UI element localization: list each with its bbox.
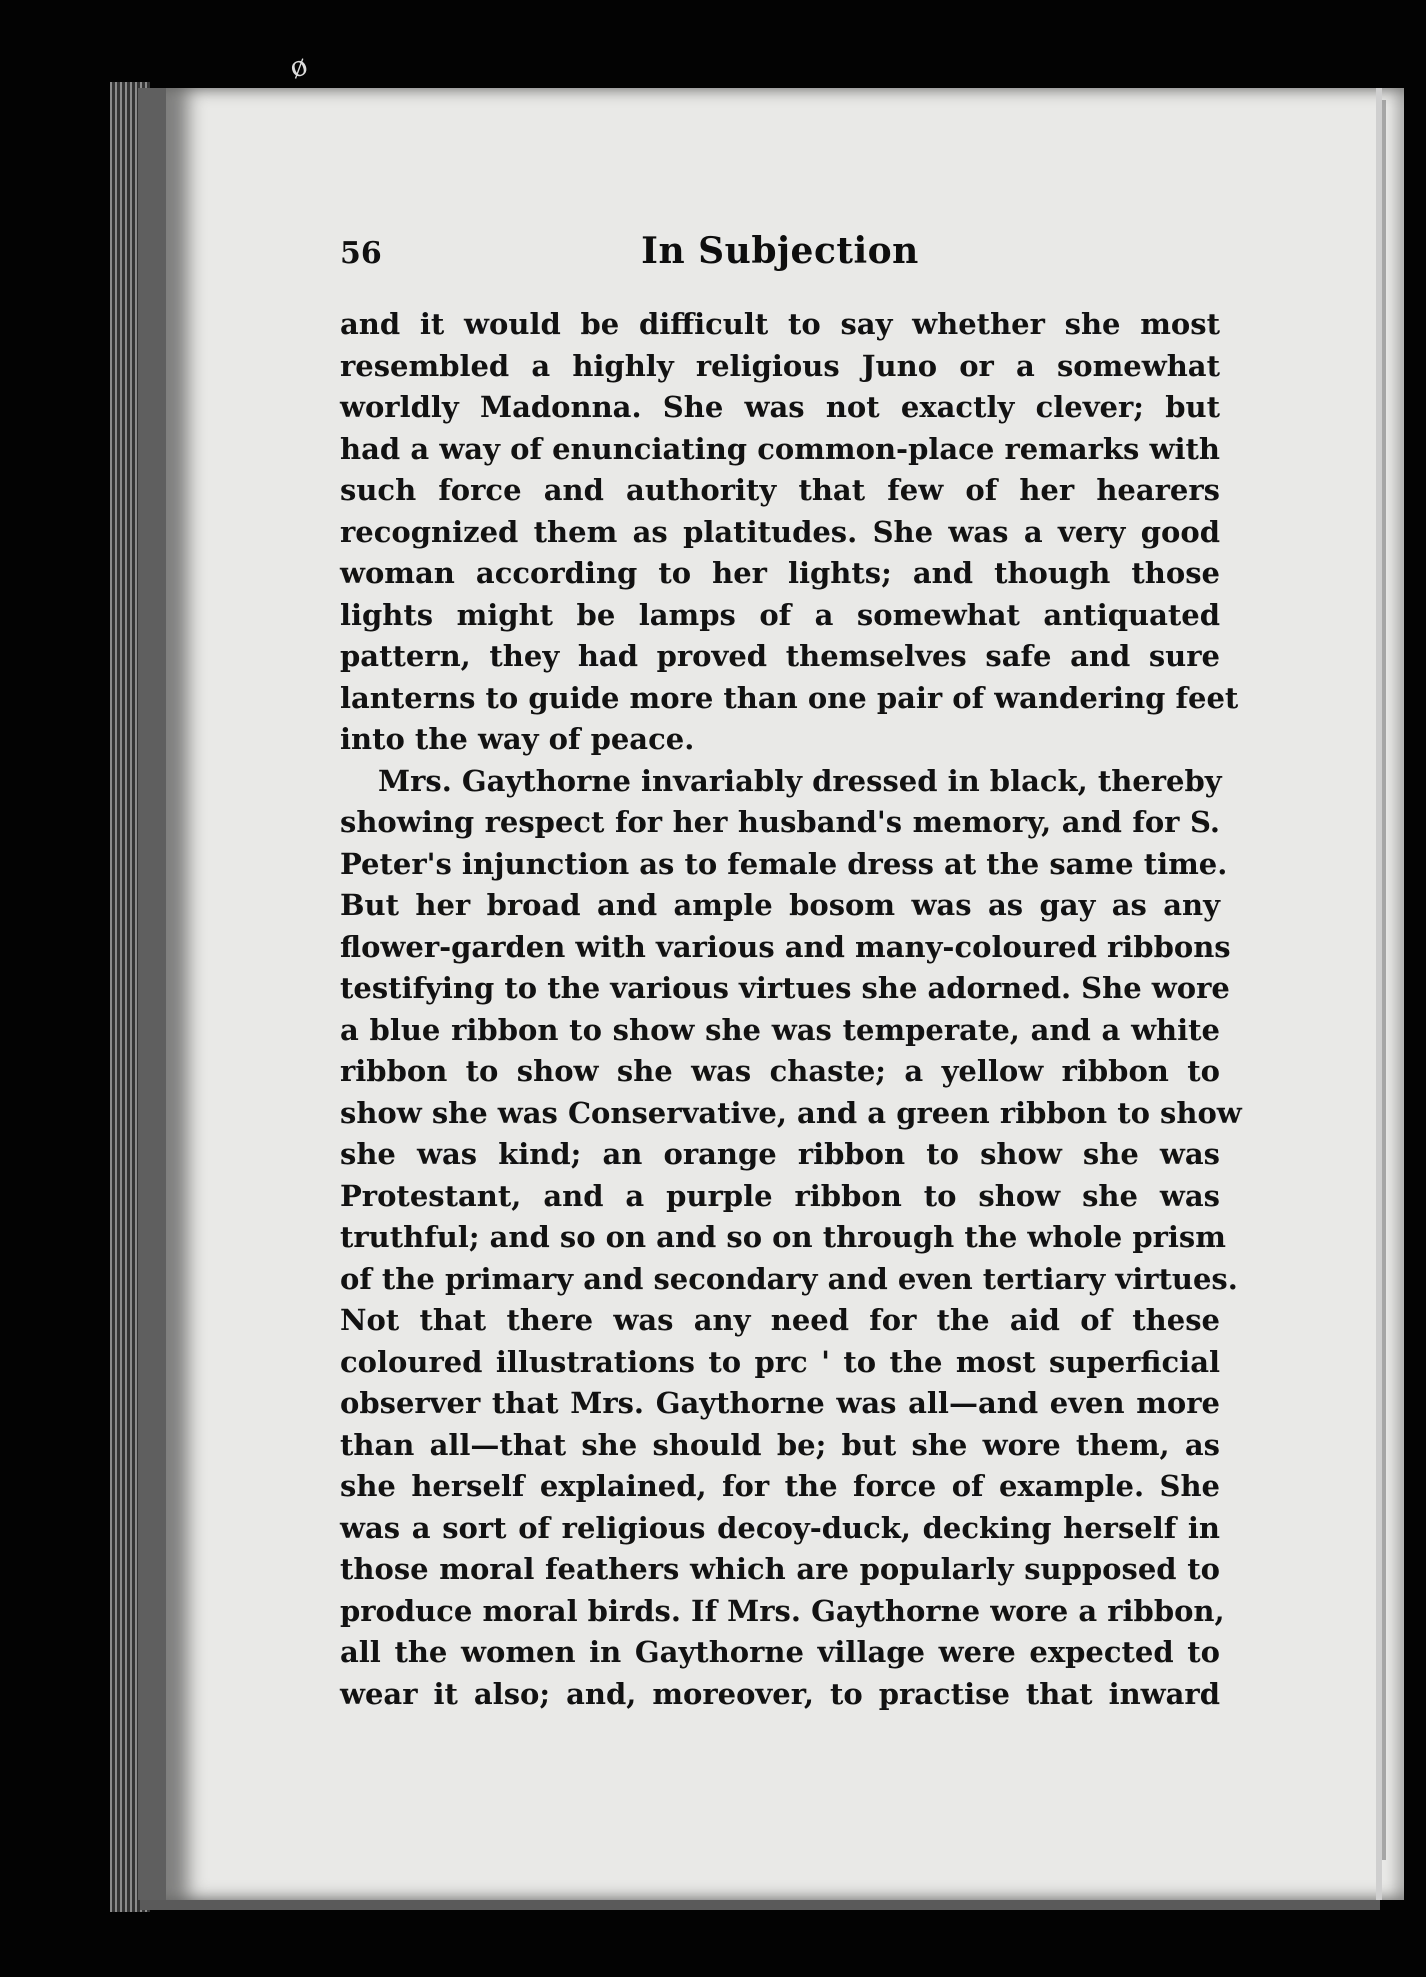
text-line: Mrs. Gaythorne invariably dressed in black, thereby	[378, 763, 1222, 798]
text-line: of the primary and secondary and even tertiary virtues.	[340, 1261, 1238, 1296]
text-line: Not that there was any need for the aid of these	[340, 1303, 1220, 1337]
text-line: wear it also; and, moreover, to practise that inward	[340, 1676, 1220, 1711]
text-line: recognized them as platitudes. She was a very good	[340, 514, 1220, 549]
text-line: lights might be lamps of a somewhat antiquated	[340, 597, 1220, 632]
text-line: coloured illustrations to prc ' to the most superficial	[340, 1344, 1220, 1379]
page-bottom-edge	[140, 1900, 1380, 1910]
text-line: was a sort of religious decoy-duck, decking herself in	[340, 1510, 1220, 1545]
text-line: woman according to her lights; and though those	[340, 556, 1220, 590]
text-line: had a way of enunciating common-place remarks with	[340, 431, 1220, 466]
text-line: she was kind; an orange ribbon to show she was	[340, 1137, 1220, 1171]
text-line: showing respect for her husband's memory, and for S.	[340, 805, 1220, 839]
text-line: worldly Madonna. She was not exactly clever; but	[340, 390, 1220, 424]
text-line: those moral feathers which are popularly supposed to	[340, 1552, 1220, 1586]
text-line: Protestant, and a purple ribbon to show she was	[340, 1178, 1220, 1213]
text-line: truthful; and so on and so on through the whole prism	[340, 1220, 1226, 1254]
corner-mark: ø	[284, 48, 312, 85]
running-title: In Subjection	[641, 230, 919, 272]
text-line: resembled a highly religious Juno or a somewhat	[340, 348, 1220, 383]
text-line: testifying to the various virtues she adorned. She wore	[340, 971, 1230, 1005]
text-line: produce moral birds. If Mrs. Gaythorne wore a ribbon,	[340, 1593, 1225, 1628]
text-line: flower-garden with various and many-coloured ribbons	[340, 929, 1231, 964]
text-line: But her broad and ample bosom was as gay as any	[340, 888, 1220, 922]
text-line: a blue ribbon to show she was temperate, and a white	[340, 1012, 1220, 1047]
body-text	[340, 304, 1242, 1715]
text-line: show she was Conservative, and a green ribbon to show	[340, 1095, 1242, 1130]
text-line: and it would be difficult to say whether she most	[340, 307, 1220, 341]
text-line: pattern, they had proved themselves safe and sure	[340, 639, 1220, 673]
text-line: observer that Mrs. Gaythorne was all—and even more	[340, 1386, 1220, 1420]
page-number: 56	[340, 236, 382, 271]
text-line: Peter's injunction as to female dress at the same time.	[340, 846, 1228, 881]
adjacent-page-edge	[1382, 100, 1386, 1860]
text-line: such force and authority that few of her hearers	[340, 473, 1220, 507]
text-line: into the way of peace.	[340, 722, 695, 756]
text-line: than all—that she should be; but she wore them, as	[340, 1427, 1220, 1462]
text-line: lanterns to guide more than one pair of wandering feet	[340, 680, 1239, 715]
text-line: all the women in Gaythorne village were expected to	[340, 1635, 1220, 1669]
text-line: she herself explained, for the force of example. She	[340, 1469, 1220, 1503]
text-line: ribbon to show she was chaste; a yellow ribbon to	[340, 1054, 1220, 1088]
page-header	[340, 230, 1220, 290]
